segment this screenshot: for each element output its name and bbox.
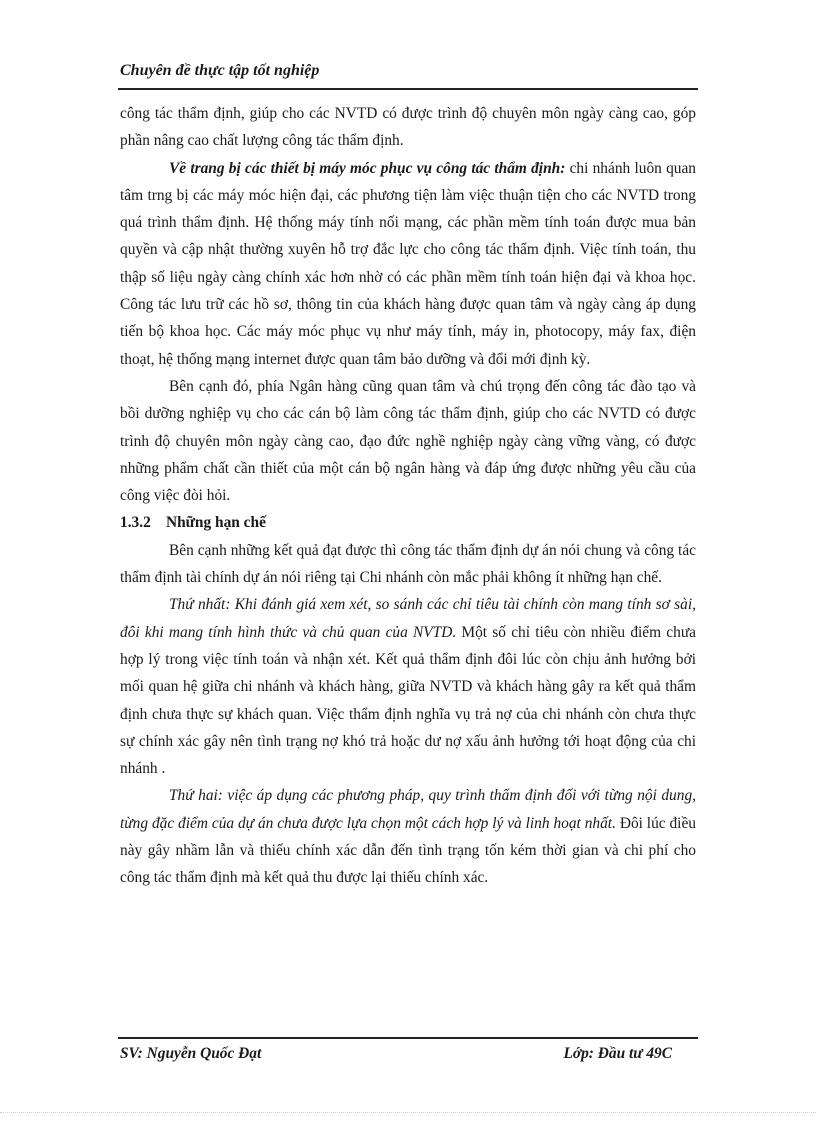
paragraph-second-limitation-lead: Thứ hai: việc áp dụng các phương pháp, quy trình thẩm định đối với từng nội dung, từng đặc điểm của dự án chưa được lựa chọn một cách hợp lý và linh hoạt nhất.: [120, 787, 696, 832]
document-title: Chuyên đề thực tập tốt nghiệp: [120, 62, 320, 79]
paragraph-first-limitation-lead: Thứ nhất: Khi đánh giá xem xét, so sánh các chỉ tiêu tài chính còn mang tính sơ sài, đôi khi mang tính hình thức và chủ quan của NVTD.: [120, 596, 696, 641]
section-number: 1.3.2: [120, 514, 151, 532]
paragraph-continuation: công tác thẩm định, giúp cho các NVTD có được trình độ chuyên môn ngày càng cao, góp phần nâng cao chất lượng công tác thẩm định.: [120, 105, 696, 150]
paragraph-first-limitation: [120, 591, 696, 782]
section-heading: [120, 509, 696, 536]
paragraph-equipment: [120, 155, 696, 373]
document-body: [120, 100, 696, 892]
page-footer: [118, 1037, 698, 1069]
paragraph-equipment-lead: Về trang bị các thiết bị máy móc phục vụ công tác thẩm định:: [169, 159, 566, 177]
page-header: [118, 58, 698, 90]
page-bottom-divider: [0, 1112, 816, 1113]
paragraph-limitations-intro: Bên cạnh những kết quả đạt được thì công tác thẩm định dự án nói chung và công tác thẩm định tài chính dự án nói riêng tại Chi nhánh còn mắc phải không ít những hạn chế.: [120, 541, 696, 587]
section-title: Những hạn chế: [166, 514, 266, 532]
paragraph-second-limitation-text: Đôi lúc điều này gây nhầm lẫn và thiếu chính xác dẫn đến tình trạng tốn kém thời gian và chi phí cho công tác thẩm định mà kết quả thu được lại thiếu chính xác.: [120, 814, 696, 887]
paragraph-first-limitation-text: Một số chỉ tiêu còn nhiều điểm chưa hợp lý trong việc tính toán và nhận xét. Kết quả thẩm định đôi lúc còn chịu ảnh hưởng bởi mối quan hệ giữa chi nhánh và khách hàng, giữa NVTD và khách hàng gây ra kết quả thẩm định chưa thực sự khách quan. Việc thẩm định nghĩa vụ trả nợ của chi nhánh còn chưa thực sự chính xác gây nên tình trạng nợ khó trả hoặc dư nợ xấu ảnh hưởng tới hoạt động của chi nhánh .: [120, 623, 697, 778]
paragraph-second-limitation: [120, 782, 696, 891]
paragraph-training: Bên cạnh đó, phía Ngân hàng cũng quan tâm và chú trọng đến công tác đào tạo và bồi dưỡng nghiệp vụ cho các cán bộ làm công tác thẩm định, giúp cho các NVTD có được trình độ chuyên môn ngày càng cao, đạo đức nghề nghiệp ngày càng vững vàng, có được những phẩm chất cần thiết của một cán bộ ngân hàng và đáp ứng được những yêu cầu của công việc đòi hỏi.: [120, 377, 696, 505]
footer-student-name: SV: Nguyễn Quốc Đạt: [120, 1045, 262, 1062]
paragraph-equipment-text: chi nhánh luôn quan tâm trng bị các máy móc hiện đại, các phương tiện làm việc thuận tiện cho các NVTD trong quá trình thẩm định. Hệ thống máy tính nối mạng, các phần mềm tính toán được mua bản quyền và cập nhật thường xuyên hỗ trợ đắc lực cho công tác thẩm định. Việc tính toán, thu thập số liệu ngày càng chính xác hơn nhờ có các phần mềm tính toán hiện đại và khoa học. Công tác lưu trữ các hồ sơ, thông tin của khách hàng được quan tâm và ngày càng áp dụng tiến bộ khoa học. Các máy móc phục vụ như máy tính, máy in, photocopy, máy fax, điện thoạt, hệ thống mạng internet được quan tâm bảo dưỡng và đổi mới định kỳ.: [120, 159, 696, 368]
footer-class-name: Lớp: Đầu tư 49C: [563, 1045, 672, 1062]
